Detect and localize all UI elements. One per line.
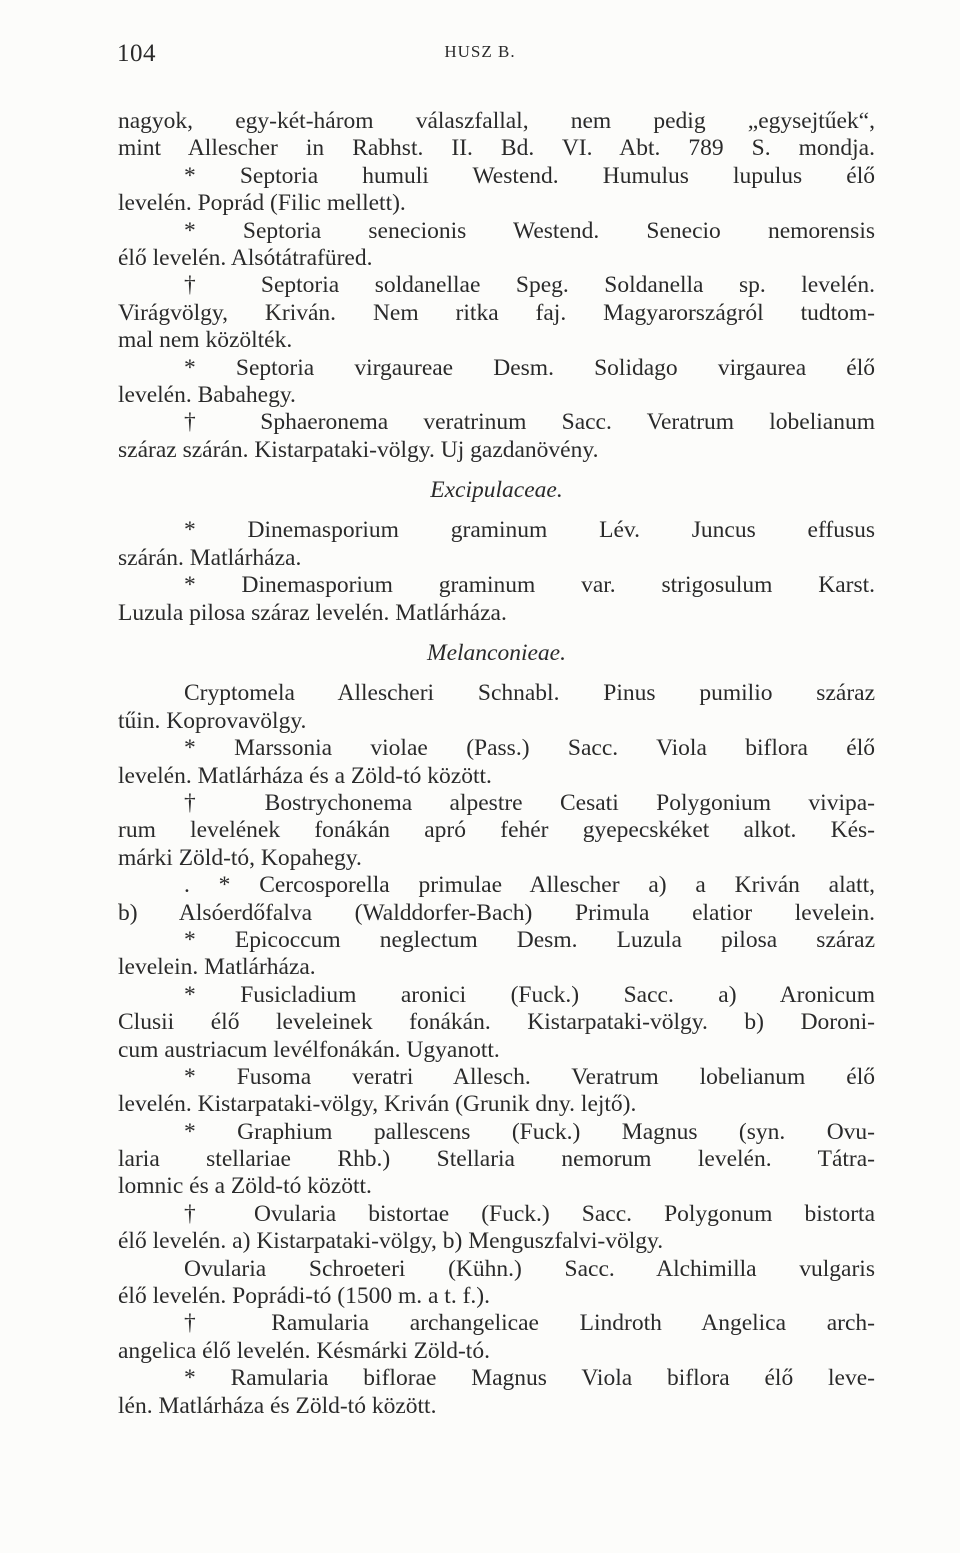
text-line: levelein. Matlárháza. [118,954,316,981]
text-line: † Septoria soldanellae Speg. Soldanella sp. levelén. [184,272,875,299]
section-heading: Melanconieae. [427,640,566,667]
text-line: b) Alsóerdőfalva (Walddorfer-Bach) Primula elatior levelein. [118,899,875,926]
text-line: * Marssonia violae (Pass.) Sacc. Viola biflora élő [184,735,875,762]
spacer [118,504,875,517]
text-line: * Septoria humuli Westend. Humulus lupulus élő [184,162,875,189]
text-line: nagyok, egy-két-három válaszfallal, nem pedig „egysejtűek“, [118,108,875,134]
text-line: * Septoria virgaureae Desm. Solidago virgaurea élő [184,354,875,381]
page-number: 104 [117,40,156,67]
text-line: † Sphaeronema veratrinum Sacc. Veratrum lobelianum [184,409,875,436]
text-line: élő levelén. Poprádi-tó (1500 m. a t. f.). [118,1283,490,1310]
text-line: száraz szárán. Kistarpataki-völgy. Uj gazdanövény. [118,436,599,463]
text-line: * Septoria senecionis Westend. Senecio nemorensis [184,217,875,244]
text-line: † Bostrychonema alpestre Cesati Polygonium vivipa- [184,789,875,816]
text-line: † Ovularia bistortae (Fuck.) Sacc. Polygonum bistorta [184,1200,875,1227]
text-line: * Dinemasporium graminum Lév. Juncus effusus [184,517,875,544]
text-line: levelén. Matlárháza és a Zöld-tó között. [118,762,492,789]
text-line: * Dinemasporium graminum var. strigosulum Karst. [184,572,875,599]
text-line: * Epicoccum neglectum Desm. Luzula pilosa száraz [184,926,875,953]
spacer [118,464,875,477]
text-line: márki Zöld-tó, Kopahegy. [118,844,362,871]
text-line: † Ramularia archangelicae Lindroth Angelica arch- [184,1310,875,1337]
text-line: * Fusoma veratri Allesch. Veratrum lobelianum élő [184,1063,875,1090]
text-line: * Ramularia biflorae Magnus Viola biflora élő leve- [184,1365,875,1392]
text-line: Cryptomela Allescheri Schnabl. Pinus pumilio száraz [184,680,875,707]
text-line: mint Allescher in Rabhst. II. Bd. VI. Abt. 789 S. mondja. [118,135,875,162]
text-line: Luzula pilosa száraz levelén. Matlárháza. [118,599,507,626]
text-line: * Graphium pallescens (Fuck.) Magnus (syn. Ovu- [184,1118,875,1145]
text-line: Ovularia Schroeteri (Kühn.) Sacc. Alchimilla vulgaris [184,1255,875,1282]
text-line: angelica élő levelén. Késmárki Zöld-tó. [118,1337,490,1364]
running-head: HUSZ B. [444,42,516,61]
text-line: levelén. Poprád (Filic mellett). [118,190,406,217]
text-line: szárán. Matlárháza. [118,544,302,571]
text-line: levelén. Kistarpataki-völgy, Kriván (Grunik dny. lejtő). [118,1091,637,1118]
text-line: laria stellariae Rhb.) Stellaria nemorum levelén. Tátra- [118,1146,875,1173]
text-line: lomnic és a Zöld-tó között. [118,1173,372,1200]
text-line: tűin. Koprovavölgy. [118,707,307,734]
text-line: mal nem közölték. [118,327,293,354]
spacer [118,627,875,640]
text-line: Clusii élő leveleinek fonákán. Kistarpataki-völgy. b) Doroni- [118,1009,875,1036]
text-line: élő levelén. Alsótátrafüred. [118,244,373,271]
text-line: . * Cercosporella primulae Allescher a) a Kriván alatt, [184,872,875,899]
body-text [118,108,875,1420]
text-line: lén. Matlárháza és Zöld-tó között. [118,1392,437,1419]
text-line: cum austriacum levélfonákán. Ugyanott. [118,1036,500,1063]
text-line: rum levelének fonákán apró fehér gyepecskéket alkot. Kés- [118,817,875,844]
text-line: Virágvölgy, Kriván. Nem ritka faj. Magyarországról tudtom- [118,299,875,326]
spacer [118,667,875,680]
text-line: levelén. Babahegy. [118,381,296,408]
text-line: élő levelén. a) Kistarpataki-völgy, b) Menguszfalvi-völgy. [118,1228,664,1255]
section-heading: Excipulaceae. [430,477,563,504]
text-line: * Fusicladium aronici (Fuck.) Sacc. a) Aronicum [184,981,875,1008]
